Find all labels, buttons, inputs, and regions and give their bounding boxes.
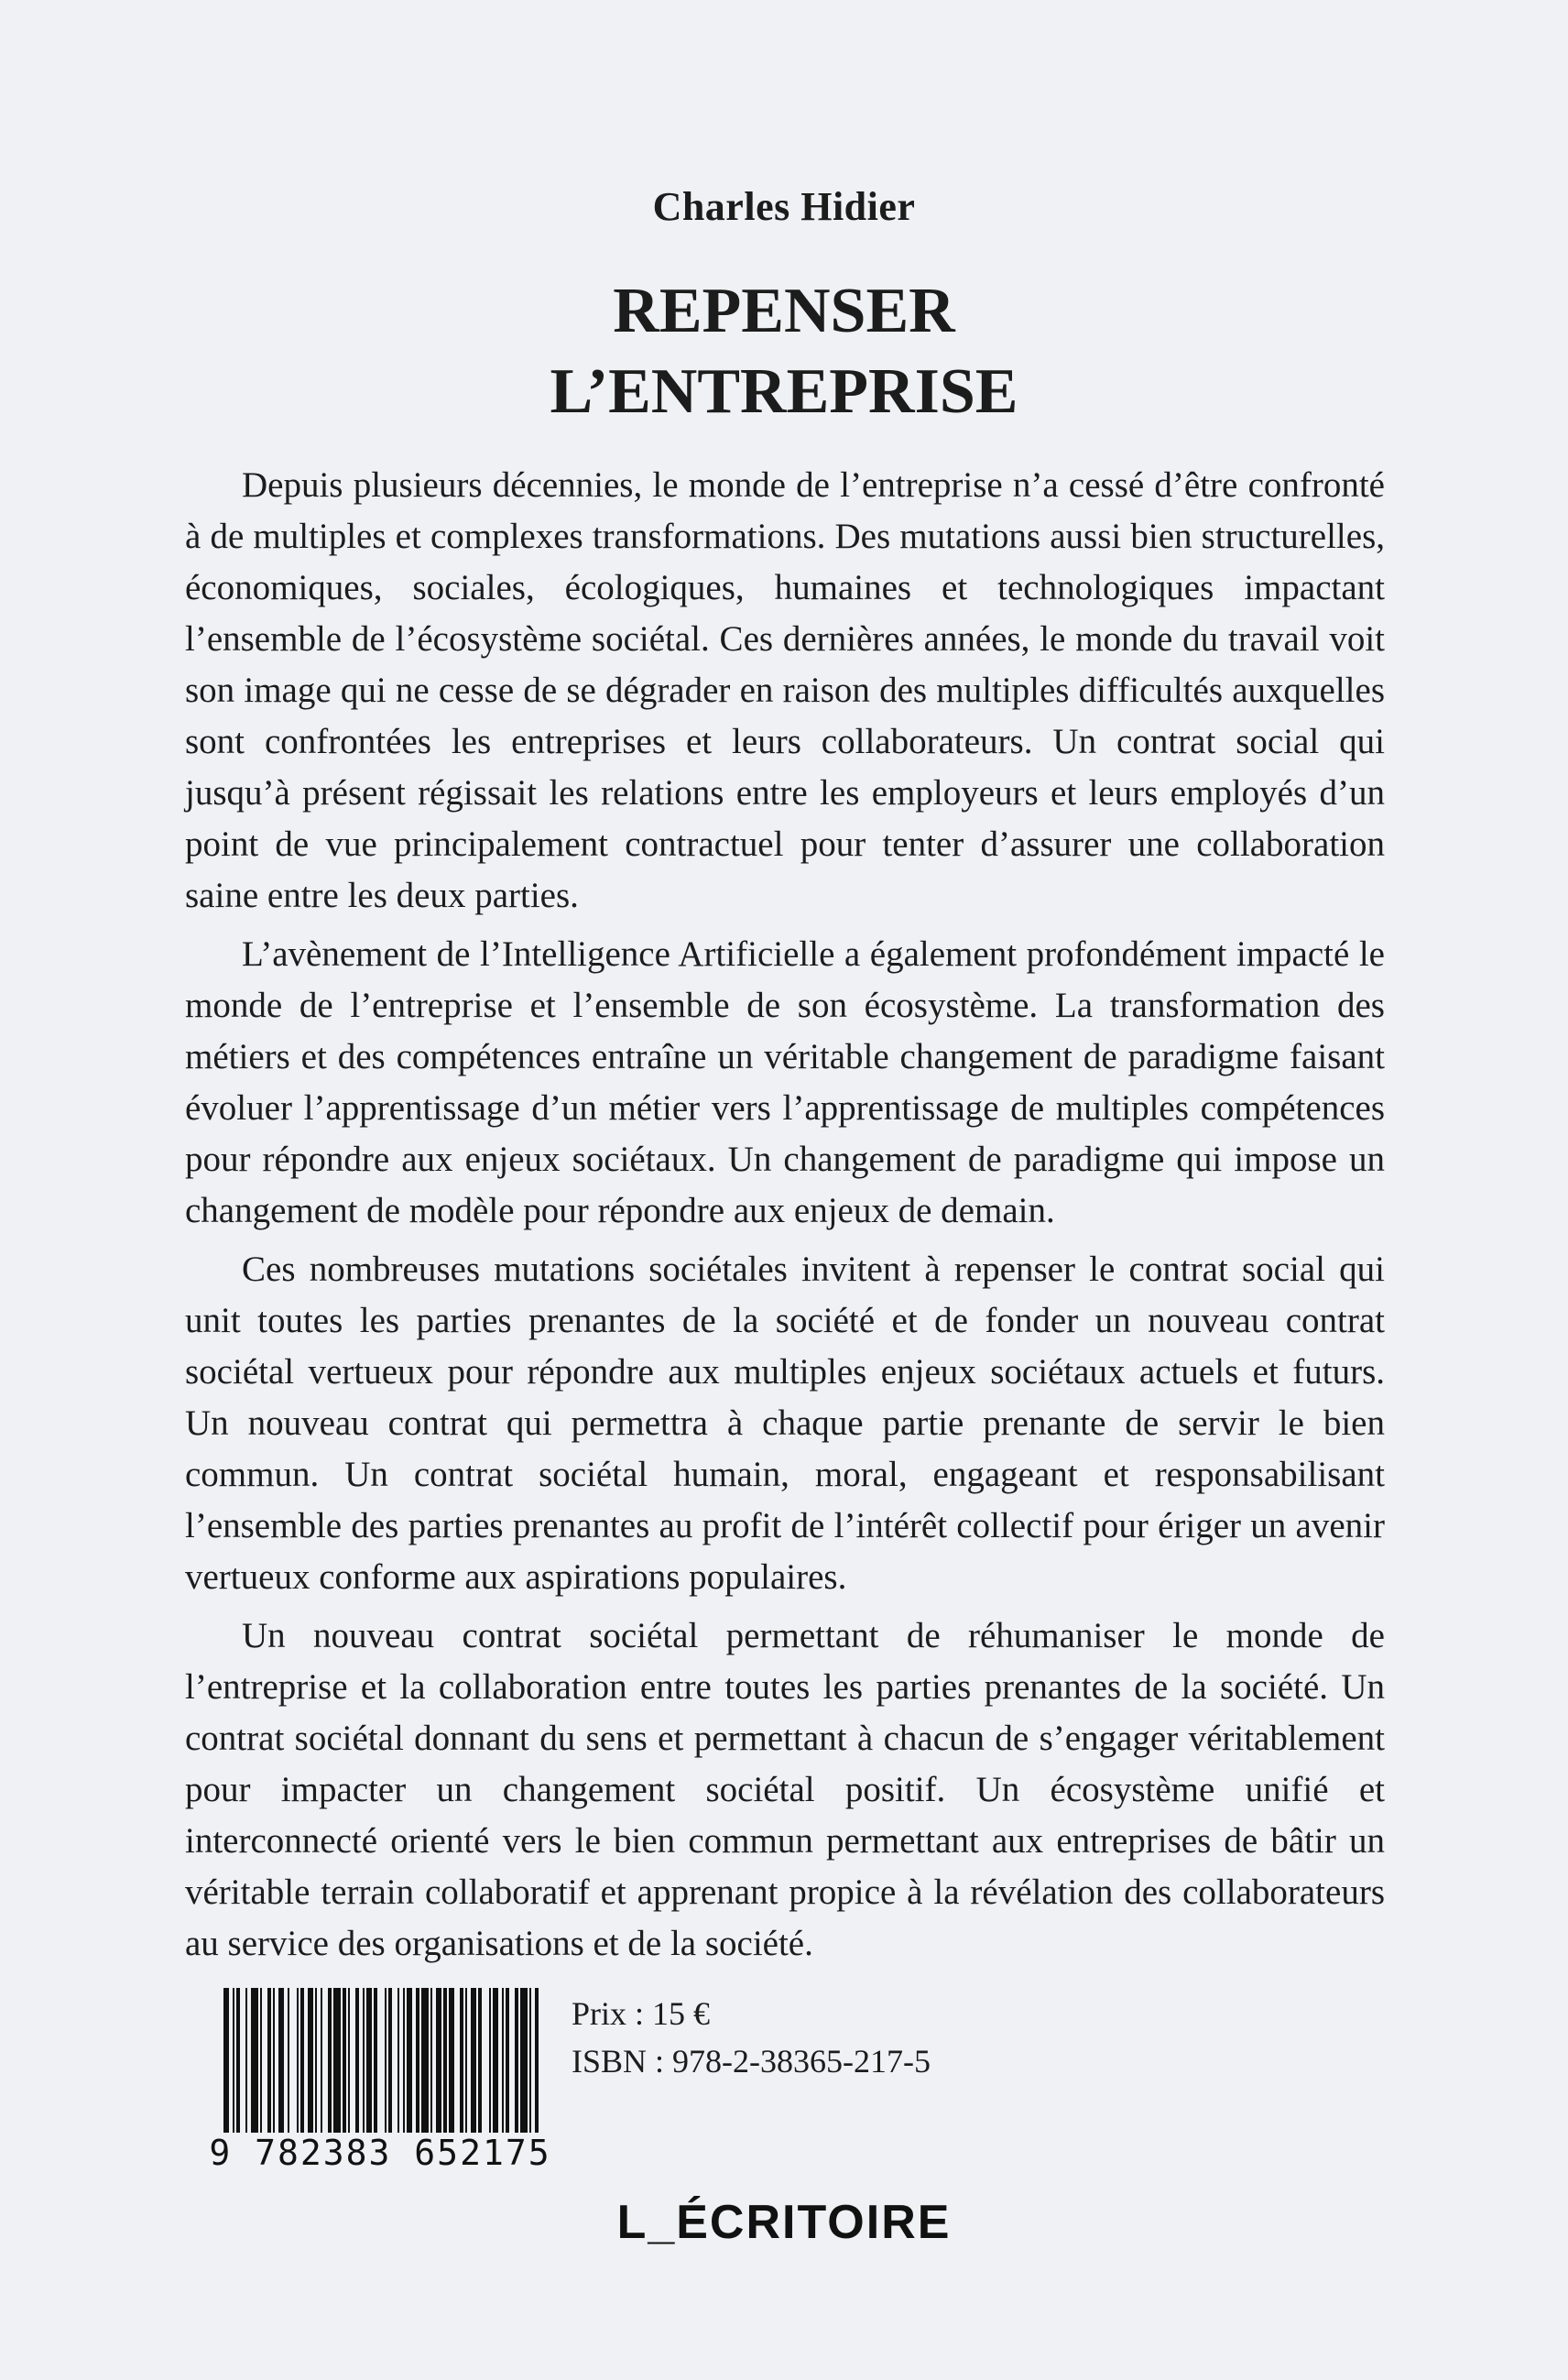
barcode-bar xyxy=(407,1988,412,2134)
barcode-bar xyxy=(297,1988,299,2134)
barcode-bar xyxy=(416,1988,419,2134)
barcode-bar xyxy=(363,1988,365,2134)
barcode-bar xyxy=(502,1988,504,2134)
barcode-bar xyxy=(529,1988,531,2134)
blurb-paragraph-4: Un nouveau contrat sociétal permettant de réhumaniser le monde de l’entreprise et la collaboration entre toutes les parties prenantes de la société. Un contrat sociétal donnant du sens et permettant à chacun de s’engager véritablement pour impacter un changement sociétal positif. Un écosystème unifié et interconnecté orienté vers le bien commun permettant aux entreprises de bâtir un véritable terrain collaboratif et apprenant propice à la révélation des collaborateurs au service des organisations et de la société. xyxy=(185,1616,1385,1963)
barcode-bar xyxy=(421,1988,429,2134)
barcode-bar xyxy=(436,1988,441,2134)
barcode-bar xyxy=(443,1988,447,2134)
barcode-bar xyxy=(260,1988,262,2134)
blurb-text xyxy=(185,460,1385,1977)
isbn-label: ISBN : 978-2-38365-217-5 xyxy=(572,2043,931,2080)
price-label: Prix : 15 € xyxy=(572,1995,711,2032)
barcode-bar xyxy=(308,1988,313,2134)
barcode-bar xyxy=(315,1988,317,2134)
barcode-bar xyxy=(233,1988,234,2134)
book-title xyxy=(0,271,1568,432)
barcode-bar xyxy=(300,1988,304,2134)
barcode-bar xyxy=(288,1988,289,2134)
barcode-bar xyxy=(478,1988,482,2134)
barcode-bar xyxy=(348,1988,350,2134)
barcode-bar xyxy=(430,1988,432,2134)
barcode-bar xyxy=(343,1988,346,2134)
barcode-bar xyxy=(471,1988,476,2134)
barcode-bar xyxy=(333,1988,341,2134)
barcode xyxy=(207,1988,553,2175)
barcode-bar xyxy=(278,1988,284,2134)
barcode-bar xyxy=(397,1988,399,2134)
barcode-bar xyxy=(374,1988,377,2134)
blurb-paragraph-1: Depuis plusieurs décennies, le monde de l’entreprise n’a cessé d’être confronté à de multiples et complexes transformations. Des mutations aussi bien structurelles, économiques, sociales, écologiques, humaines et technologiques impactant l’ensemble de l’écosystème sociétal. Ces dernières années, le monde du travail voit son image qui ne cesse de se dégrader en raison des multiples difficultés auxquelles sont confrontées les entreprises et leurs collaborateurs. Un contrat social qui jusqu’à présent régissait les relations entre les employeurs et leurs employés d’un point de vue principalement contractuel pour tenter d’assurer une collaboration saine entre les deux parties. xyxy=(185,465,1385,915)
blurb-paragraph-3: Ces nombreuses mutations sociétales invitent à repenser le contrat social qui unit toutes les parties prenantes de la société et de fonder un nouveau contrat sociétal vertueux pour répondre aux multiples enjeux sociétaux actuels et futurs. Un nouveau contrat qui permettra à chaque partie prenante de servir le bien commun. Un contrat sociétal humain, moral, engageant et responsabilisant l’ensemble des parties prenantes au profit de l’intérêt collectif pour ériger un avenir vertueux conforme aux aspirations populaires. xyxy=(185,1250,1385,1597)
barcode-bar xyxy=(493,1988,498,2134)
barcode-bar xyxy=(515,1988,518,2134)
barcode-bar xyxy=(245,1988,247,2134)
publisher-logo: L_ÉCRITOIRE xyxy=(616,2196,952,2249)
barcode-bar xyxy=(465,1988,467,2134)
book-title-line-1: REPENSER xyxy=(613,276,955,346)
barcode-bar xyxy=(321,1988,322,2134)
barcode-bar xyxy=(506,1988,509,2134)
barcode-bar xyxy=(273,1988,275,2134)
barcode-bar xyxy=(520,1988,528,2134)
blurb-paragraph-2: L’avènement de l’Intelligence Artificielle a également profondément impacté le monde de l’entreprise et l’ensemble de son écosystème. La transformation des métiers et des compétences entraîne un véritable changement de paradigme faisant évoluer l’apprentissage d’un métier vers l’apprentissage de multiples compétences pour répondre aux enjeux sociétaux. Un changement de paradigme qui impose un changement de modèle pour répondre aux enjeux de demain. xyxy=(185,934,1385,1230)
barcode-digits: 9 782383 652175 xyxy=(207,2133,553,2173)
book-title-line-2: L’ENTREPRISE xyxy=(550,356,1018,427)
barcode-bar xyxy=(489,1988,491,2134)
barcode-bar xyxy=(388,1988,392,2134)
barcode-bar xyxy=(251,1988,258,2134)
barcode-bar xyxy=(236,1988,240,2134)
barcode-bar xyxy=(449,1988,454,2134)
barcode-bar xyxy=(366,1988,372,2134)
barcode-bar xyxy=(403,1988,405,2134)
barcode-bar xyxy=(328,1988,332,2134)
barcode-bar xyxy=(460,1988,463,2134)
author-name: Charles Hidier xyxy=(652,184,916,229)
barcode-bar xyxy=(355,1988,359,2134)
price-info xyxy=(572,1990,931,2085)
barcode-bar xyxy=(267,1988,271,2134)
